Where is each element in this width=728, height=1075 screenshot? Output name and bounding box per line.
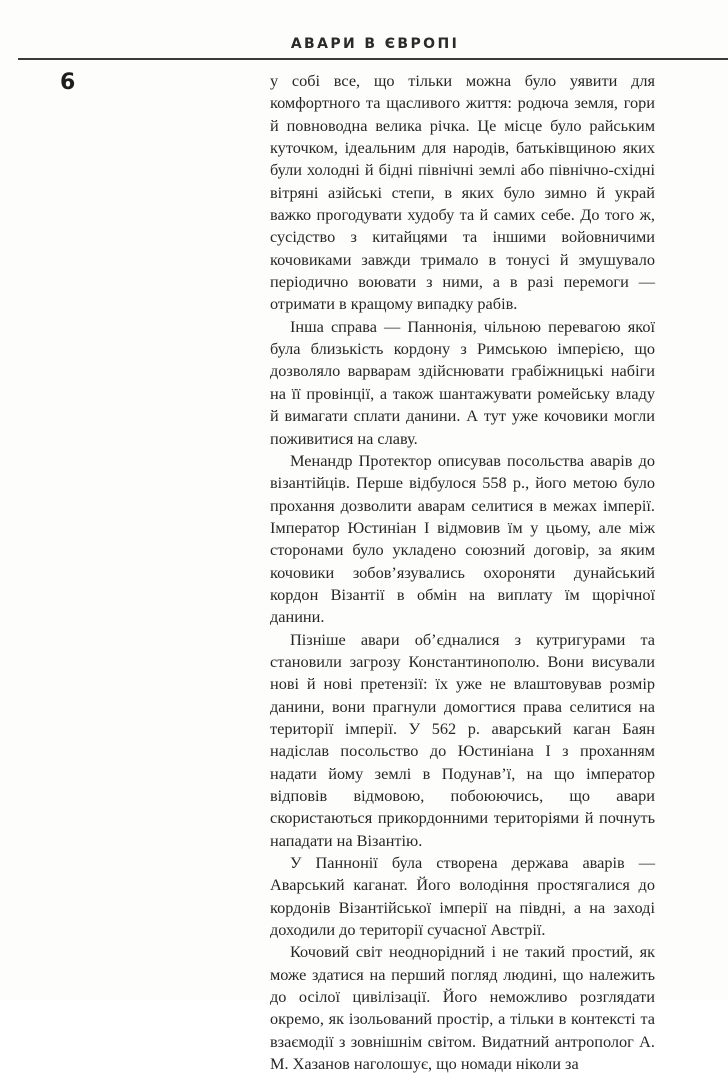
paragraph: Інша справа — Паннонія, чільною перевагою якої була близькість кордону з Римською імперією, що дозволяло варварам здійснювати грабіжницькі набіги на її провінції, а також шантажувати ромейську владу й вимагати сплати данини. А тут уже кочовики могли поживитися на славу. [270, 316, 655, 448]
paragraph: Кочовий світ неоднорідний і не такий простий, як може здатися на перший погляд людині, що належить до осілої цивілізації. Його неможливо розглядати окремо, як ізольований простір, а тільки в контексті та взаємодії з зовнішнім світом. Видатний антрополог А. М. Хазанов наголошує, що номади ніколи за [270, 942, 655, 1074]
paragraph: у собі все, що тільки можна було уявити для комфортного та щасливого життя: родюча земля, гори й повноводна велика річка. Це місце було райським куточком, ідеальним для народів, батьківщиною яких були холодні й бідні північні землі або північно-східні вітряні азійські степи, в яких було зимно й украй важко прогодувати худобу та й самих себе. До того ж, сусідство з китайцями та іншими войовничими кочовиками завжди тримало в тонусі й змушувало періодично воювати з ними, а в разі перемоги — отримати в кращому випадку рабів. [270, 71, 655, 314]
body-text [270, 70, 655, 1075]
running-head: АВАРИ В ЄВРОПІ [290, 36, 460, 52]
paragraph: У Паннонії була створена держава аварів — Аварський каганат. Його володіння простягалися до кордонів Візантійської імперії на півдні, а на заході доходили до території сучасної Австрії. [270, 853, 655, 940]
paragraph: Менандр Протектор описував посольства аварів до візантійців. Перше відбулося 558 р., його метою було прохання дозволити аварам селитися в межах імперії. Імператор Юстиніан I відмовив їм у цьому, але між сторонами було укладено союзний договір, за яким кочовики зобов’язувались охороняти дунайський кордон Візантії в обмін на виплату їм щорічної данини. [270, 450, 655, 627]
header-rule [18, 58, 728, 60]
paragraph: Пізніше авари об’єдналися з кутригурами та становили загрозу Константинополю. Вони висували нові й нові претензії: їх уже не влаштовував розмір данини, вони прагнули домогтися права селитися на території імперії. У 562 р. аварський каган Баян надіслав посольство до Юстиніана I з проханням надати йому землі в Подунав’ї, на що імператор відповів відмовою, побоюючись, що авари скористаються прикордонними територіями й почнуть нападати на Візантію. [270, 629, 655, 850]
page-number: 6 [60, 70, 76, 95]
